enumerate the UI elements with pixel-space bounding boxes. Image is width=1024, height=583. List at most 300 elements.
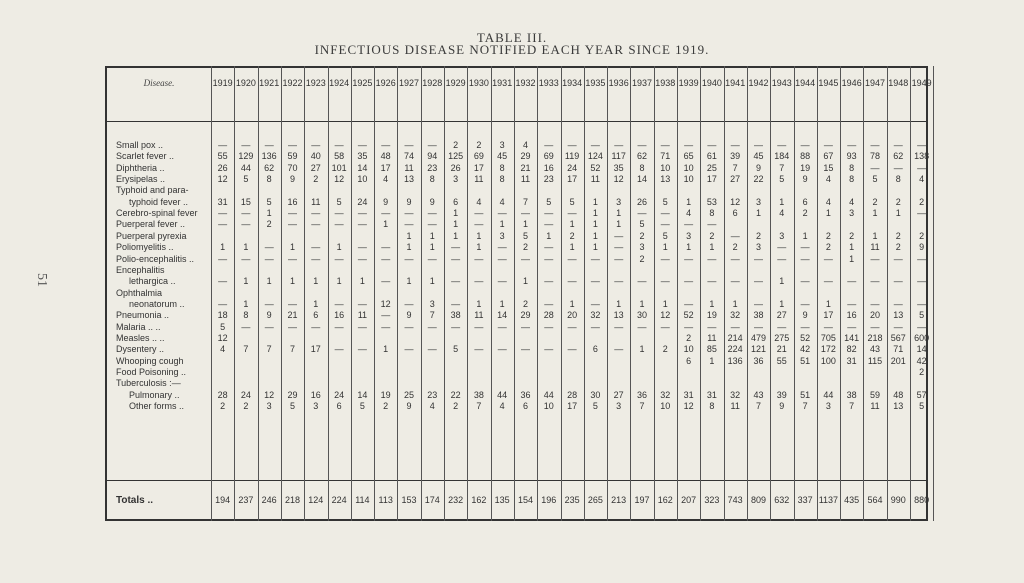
- table-cell: 14: [357, 389, 368, 400]
- table-cell: 53: [706, 196, 717, 207]
- table-cell: 4: [522, 140, 528, 150]
- table-cell: —: [218, 140, 228, 150]
- table-cell: —: [241, 208, 251, 219]
- table-cell: 52: [590, 162, 601, 173]
- table-cell: —: [357, 219, 367, 230]
- table-cell: 17: [706, 174, 717, 185]
- table-cell: 1: [592, 230, 598, 241]
- table-cell: —: [427, 140, 437, 150]
- table-cell: —: [823, 253, 833, 264]
- table-cell: 10: [660, 162, 671, 173]
- table-cell: —: [357, 344, 367, 355]
- table-cell: 28: [567, 389, 578, 400]
- table-cell: 9: [406, 310, 412, 321]
- table-cell: 1: [825, 298, 831, 309]
- disease-table: [105, 66, 928, 521]
- table-cell: 5: [220, 321, 226, 332]
- table-cell: 13: [613, 310, 624, 321]
- table-cell: 11: [474, 310, 484, 321]
- table-cell: 129: [238, 151, 254, 162]
- table-cell: 121: [750, 344, 767, 355]
- table-cell: —: [451, 321, 461, 332]
- row-label: Pulmonary ..: [129, 389, 180, 400]
- table-cell: —: [427, 344, 437, 355]
- table-cell: 36: [636, 389, 647, 400]
- table-cell: —: [730, 230, 740, 241]
- table-cell: 117: [611, 151, 626, 162]
- table-cell: 1: [709, 242, 715, 253]
- year-header: 1942: [748, 78, 769, 88]
- totals-cell: 113: [378, 495, 393, 505]
- table-cell: —: [264, 242, 274, 253]
- table-cell: 1: [406, 242, 412, 253]
- year-header: 1935: [585, 78, 606, 88]
- table-cell: 1: [220, 242, 226, 253]
- table-cell: —: [474, 344, 484, 355]
- year-header: 1941: [725, 78, 746, 88]
- table-cell: 26: [450, 162, 461, 173]
- table-cell: 7: [289, 344, 295, 355]
- table-cell: —: [288, 321, 297, 332]
- table-cell: 3: [686, 230, 692, 241]
- table-cell: 4: [476, 196, 482, 207]
- year-header: 1947: [864, 78, 886, 88]
- table-cell: 115: [867, 355, 883, 366]
- column-divider: [397, 66, 398, 521]
- table-cell: —: [893, 321, 903, 332]
- table-cell: 5: [336, 196, 342, 207]
- table-cell: —: [823, 321, 833, 332]
- table-cell: —: [870, 298, 880, 309]
- table-cell: 2: [802, 208, 808, 219]
- table-cell: 600: [914, 332, 930, 343]
- table-cell: —: [567, 140, 577, 150]
- table-cell: 124: [587, 151, 603, 162]
- table-cell: 13: [403, 174, 414, 185]
- table-cell: —: [218, 208, 228, 219]
- table-cell: —: [870, 162, 880, 173]
- row-label: Puerperal fever ..: [116, 219, 186, 230]
- table-cell: —: [847, 140, 857, 150]
- table-cell: 7: [429, 310, 435, 321]
- table-cell: 1: [476, 298, 482, 309]
- table-cell: 57: [916, 389, 927, 400]
- table-cell: 3: [755, 242, 761, 253]
- table-cell: —: [218, 276, 228, 287]
- table-cell: —: [893, 276, 903, 287]
- table-cell: 16: [543, 162, 554, 173]
- table-cell: 2: [383, 401, 389, 412]
- totals-cell: 153: [401, 495, 417, 505]
- table-cell: —: [660, 140, 670, 150]
- table-cell: —: [381, 321, 391, 332]
- table-cell: —: [544, 321, 554, 332]
- column-divider: [724, 66, 725, 521]
- table-cell: 1: [336, 242, 342, 253]
- table-cell: —: [870, 253, 880, 264]
- table-cell: 17: [567, 401, 578, 412]
- table-cell: 59: [869, 389, 880, 400]
- table-cell: —: [637, 321, 647, 332]
- year-header: 1922: [282, 78, 303, 88]
- table-cell: —: [474, 208, 484, 219]
- table-cell: 7: [849, 401, 855, 412]
- year-header: 1949: [911, 78, 932, 88]
- table-cell: —: [544, 276, 554, 287]
- table-cell: 39: [730, 151, 741, 162]
- column-divider: [234, 66, 235, 521]
- table-cell: 8: [709, 401, 715, 412]
- table-cell: 4: [383, 174, 389, 185]
- table-cell: —: [381, 253, 391, 264]
- table-cell: —: [218, 219, 228, 230]
- table-cell: —: [311, 321, 321, 332]
- disease-column-header: Disease.: [143, 78, 175, 88]
- table-cell: —: [381, 140, 391, 150]
- year-header: 1919: [212, 78, 233, 88]
- table-cell: 125: [448, 151, 464, 162]
- column-divider: [328, 66, 329, 521]
- row-label: Other forms ..: [129, 401, 185, 412]
- table-cell: 26: [636, 196, 647, 207]
- table-cell: 1: [569, 298, 575, 309]
- table-cell: 5: [662, 230, 668, 241]
- table-cell: 3: [499, 140, 505, 150]
- table-cell: 5: [592, 401, 598, 412]
- totals-cell: 235: [564, 495, 580, 505]
- table-cell: 20: [869, 310, 880, 321]
- totals-cell: 632: [774, 495, 790, 505]
- table-cell: —: [474, 253, 484, 264]
- table-cell: 2: [639, 253, 645, 264]
- table-cell: 1: [639, 344, 645, 355]
- table-cell: —: [218, 298, 228, 309]
- table-cell: 2: [243, 401, 249, 412]
- table-cell: 3: [266, 401, 272, 412]
- column-divider: [677, 66, 678, 521]
- column-divider: [747, 66, 748, 521]
- year-header: 1920: [235, 78, 256, 88]
- table-cell: —: [288, 219, 297, 230]
- table-cell: —: [497, 242, 507, 253]
- table-cell: —: [917, 208, 927, 219]
- totals-cell: 323: [704, 495, 720, 505]
- column-divider: [374, 66, 375, 521]
- table-cell: 2: [825, 242, 831, 253]
- totals-cell: 154: [517, 495, 534, 505]
- table-cell: 32: [590, 310, 601, 321]
- table-cell: 42: [916, 355, 927, 366]
- table-cell: —: [777, 140, 787, 150]
- totals-cell: 246: [261, 495, 277, 505]
- table-cell: —: [288, 298, 297, 309]
- table-cell: 7: [732, 162, 738, 173]
- table-cell: 74: [403, 151, 414, 162]
- table-cell: —: [684, 298, 694, 309]
- table-cell: —: [474, 219, 484, 230]
- table-cell: 2: [476, 140, 482, 150]
- table-cell: 7: [476, 401, 482, 412]
- table-cell: 2: [569, 230, 575, 241]
- table-cell: 69: [543, 151, 554, 162]
- table-cell: 14: [916, 344, 927, 355]
- row-label: Ophthalmia: [116, 287, 163, 298]
- table-cell: 9: [919, 242, 925, 253]
- table-cell: —: [800, 253, 810, 264]
- table-cell: 21: [520, 162, 531, 173]
- table-cell: 1: [616, 208, 622, 219]
- table-cell: 5: [639, 219, 645, 230]
- table-cell: 38: [473, 389, 484, 400]
- table-cell: —: [544, 253, 554, 264]
- table-cell: 35: [613, 162, 624, 173]
- year-header: 1931: [492, 78, 513, 88]
- table-cell: —: [427, 208, 437, 219]
- row-label: Encephalitis: [116, 264, 165, 275]
- table-cell: 14: [636, 174, 647, 185]
- table-cell: 45: [497, 151, 508, 162]
- year-header: 1925: [352, 78, 373, 88]
- table-cell: —: [614, 344, 624, 355]
- table-cell: 8: [499, 174, 505, 185]
- table-cell: 12: [683, 401, 694, 412]
- table-cell: —: [357, 321, 367, 332]
- table-cell: —: [311, 208, 321, 219]
- table-cell: 28: [217, 389, 228, 400]
- table-cell: 5: [779, 174, 785, 185]
- table-cell: 43: [869, 344, 880, 355]
- table-cell: —: [684, 321, 694, 332]
- table-cell: 11: [474, 174, 484, 185]
- table-cell: —: [334, 208, 344, 219]
- totals-cell: 196: [541, 495, 557, 505]
- totals-cell: 435: [844, 495, 860, 505]
- table-cell: 16: [846, 310, 857, 321]
- table-cell: 218: [867, 332, 883, 343]
- table-cell: —: [404, 140, 414, 150]
- table-cell: —: [334, 219, 344, 230]
- table-cell: —: [334, 344, 344, 355]
- table-cell: —: [218, 253, 228, 264]
- table-cell: 93: [846, 151, 857, 162]
- year-header: 1938: [655, 78, 676, 88]
- table-cell: —: [730, 253, 740, 264]
- table-cell: 1: [895, 208, 901, 219]
- table-cell: 4: [220, 344, 226, 355]
- table-cell: 40: [310, 151, 321, 162]
- table-cell: —: [917, 253, 927, 264]
- table-cell: 2: [849, 230, 855, 241]
- row-label: Measles .. ..: [116, 332, 165, 343]
- table-cell: 44: [543, 389, 554, 400]
- table-cell: 1: [616, 298, 622, 309]
- table-cell: 138: [914, 151, 930, 162]
- table-cell: 71: [893, 344, 904, 355]
- table-cell: 30: [636, 310, 647, 321]
- table-cell: —: [730, 276, 740, 287]
- table-cell: —: [637, 276, 647, 287]
- table-cell: 141: [844, 332, 860, 343]
- table-cell: —: [823, 276, 833, 287]
- table-cell: —: [497, 253, 507, 264]
- table-cell: 19: [800, 162, 811, 173]
- table-cell: —: [847, 276, 857, 287]
- table-cell: 2: [872, 196, 878, 207]
- table-cell: 7: [243, 344, 249, 355]
- table-cell: 58: [334, 151, 345, 162]
- table-cell: 14: [497, 310, 508, 321]
- totals-cell: 743: [727, 495, 743, 505]
- table-cell: —: [684, 253, 694, 264]
- table-cell: —: [614, 276, 624, 287]
- table-cell: 2: [220, 401, 226, 412]
- column-divider: [817, 66, 818, 521]
- table-cell: —: [334, 298, 344, 309]
- table-cell: 1: [616, 219, 622, 230]
- table-cell: 52: [683, 310, 694, 321]
- totals-cell: 114: [355, 495, 370, 505]
- table-cell: 36: [520, 389, 531, 400]
- table-cell: 567: [890, 332, 906, 343]
- table-cell: —: [917, 276, 927, 287]
- table-cell: —: [311, 140, 321, 150]
- table-cell: 1: [872, 208, 878, 219]
- totals-cell: 197: [634, 495, 650, 505]
- column-divider: [351, 66, 352, 521]
- table-cell: 3: [313, 401, 319, 412]
- table-cell: 2: [919, 196, 925, 207]
- table-cell: 1: [499, 219, 505, 230]
- table-cell: 1: [429, 230, 435, 241]
- table-cell: 17: [823, 310, 834, 321]
- table-cell: 1: [266, 276, 272, 287]
- table-cell: —: [590, 253, 600, 264]
- table-cell: 224: [727, 344, 743, 355]
- row-label: Erysipelas ..: [116, 174, 166, 185]
- table-cell: —: [800, 298, 810, 309]
- table-cell: —: [567, 344, 577, 355]
- table-cell: 31: [846, 355, 857, 366]
- year-header: 1946: [841, 78, 862, 88]
- table-cell: 6: [802, 196, 808, 207]
- table-cell: 1: [732, 298, 738, 309]
- table-cell: 2: [825, 230, 831, 241]
- table-cell: 85: [706, 344, 717, 355]
- year-header: 1928: [422, 78, 443, 88]
- table-cell: 25: [706, 162, 717, 173]
- table-cell: —: [730, 140, 740, 150]
- table-cell: —: [357, 242, 367, 253]
- table-cell: 11: [357, 310, 368, 321]
- year-header: 1930: [468, 78, 489, 88]
- table-cell: 3: [755, 196, 761, 207]
- table-cell: 1: [709, 355, 715, 366]
- totals-cell: 265: [587, 495, 603, 505]
- column-divider: [630, 66, 631, 521]
- table-cell: —: [497, 208, 507, 219]
- table-cell: 15: [240, 196, 251, 207]
- table-cell: 5: [266, 196, 272, 207]
- row-label: Whooping cough: [116, 355, 184, 366]
- table-cell: 100: [820, 355, 836, 366]
- table-cell: —: [590, 276, 600, 287]
- table-cell: 65: [683, 151, 694, 162]
- table-cell: —: [707, 219, 717, 230]
- table-cell: 1: [453, 219, 459, 230]
- table-cell: 22: [753, 174, 764, 185]
- table-cell: 1: [802, 230, 808, 241]
- table-cell: 1: [429, 276, 435, 287]
- table-cell: 2: [732, 242, 738, 253]
- table-cell: 32: [730, 310, 741, 321]
- table-cell: —: [777, 321, 787, 332]
- table-cell: —: [288, 253, 297, 264]
- row-label: Tuberculosis :—: [116, 378, 181, 389]
- table-cell: 29: [520, 151, 531, 162]
- totals-cell: 218: [284, 495, 301, 505]
- row-label: typhoid fever ..: [129, 196, 189, 207]
- table-cell: —: [497, 276, 507, 287]
- table-cell: —: [241, 140, 251, 150]
- totals-cell: 224: [331, 495, 347, 505]
- table-cell: 2: [686, 332, 692, 343]
- table-cell: 16: [334, 310, 345, 321]
- table-cell: —: [264, 298, 274, 309]
- table-cell: —: [288, 140, 297, 150]
- table-cell: —: [870, 140, 880, 150]
- table-cell: —: [800, 321, 810, 332]
- table-cell: 17: [380, 162, 391, 173]
- table-cell: 14: [357, 162, 368, 173]
- table-cell: —: [451, 253, 461, 264]
- row-label: Polio-encephalitis ..: [116, 253, 195, 264]
- table-cell: —: [497, 344, 507, 355]
- table-cell: 4: [686, 208, 692, 219]
- totals-cell: 237: [238, 495, 254, 505]
- table-cell: 1: [453, 208, 459, 219]
- table-cell: 23: [427, 389, 438, 400]
- table-cell: —: [264, 253, 274, 264]
- table-cell: 6: [453, 196, 459, 207]
- table-cell: 21: [776, 344, 787, 355]
- table-cell: 1: [686, 242, 692, 253]
- table-cell: 15: [823, 162, 834, 173]
- table-cell: 5: [919, 401, 925, 412]
- totals-cell: 880: [914, 495, 930, 505]
- table-cell: 5: [522, 230, 528, 241]
- table-cell: 12: [730, 196, 741, 207]
- table-cell: 48: [380, 151, 391, 162]
- table-cell: 7: [639, 401, 645, 412]
- table-cell: 5: [359, 401, 365, 412]
- table-cell: 1: [779, 276, 785, 287]
- table-cell: 1: [243, 298, 249, 309]
- table-cell: 10: [683, 174, 694, 185]
- table-cell: 24: [357, 196, 368, 207]
- table-cell: —: [614, 140, 624, 150]
- table-cell: —: [357, 140, 367, 150]
- table-cell: 23: [543, 174, 554, 185]
- table-cell: 32: [730, 389, 741, 400]
- row-label: Puerperal pyrexia: [116, 230, 187, 241]
- table-cell: 1: [849, 242, 855, 253]
- totals-cell: 232: [448, 495, 464, 505]
- table-cell: —: [357, 298, 367, 309]
- table-cell: 1: [825, 208, 831, 219]
- table-cell: —: [404, 298, 414, 309]
- year-header: 1948: [888, 78, 909, 88]
- table-cell: 31: [217, 196, 228, 207]
